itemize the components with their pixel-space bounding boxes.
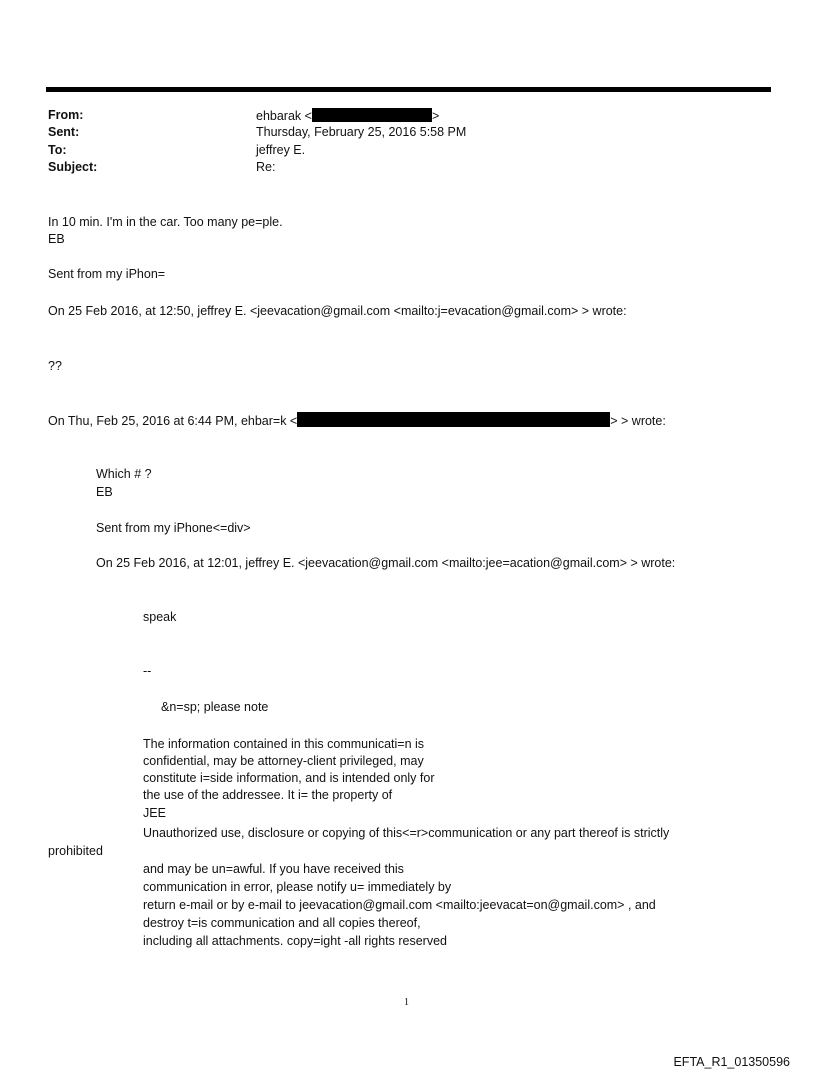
quote-line: Which # ? <box>96 467 152 481</box>
sent-value: Thursday, February 25, 2016 5:58 PM <box>256 125 467 139</box>
quote-line: &n=sp; please note <box>161 700 269 714</box>
disclaimer-line: constitute i=side information, and is intended only for <box>143 771 435 785</box>
disclaimer-line: Unauthorized use, disclosure or copying of this<=r>communication or any part thereof is strictly <box>143 826 670 840</box>
redaction-box <box>297 412 610 427</box>
signature-separator: -- <box>143 664 152 678</box>
subject-value: Re: <box>256 160 276 174</box>
from-value-prefix: ehbarak < <box>256 109 312 123</box>
disclaimer-line: communication in error, please notify u= immediately by <box>143 880 452 894</box>
disclaimer-line: confidential, may be attorney-client privileged, may <box>143 754 424 768</box>
from-value <box>256 108 439 123</box>
to-label: To: <box>48 143 67 157</box>
disclaimer-line: JEE <box>143 806 166 820</box>
page-number: 1 <box>404 997 409 1008</box>
header-divider <box>46 87 771 92</box>
disclaimer-line: the use of the addressee. It i= the property of <box>143 788 393 802</box>
body-line: EB <box>48 232 65 246</box>
from-label: From: <box>48 108 84 122</box>
quoted-header <box>48 412 666 428</box>
disclaimer-line: including all attachments. copy=ight -all rights reserved <box>143 934 447 948</box>
to-value: jeffrey E. <box>256 143 306 157</box>
quote-line: EB <box>96 485 113 499</box>
quoted-header: On 25 Feb 2016, at 12:50, jeffrey E. <jeevacation@gmail.com <mailto:j=evacation@gmail.com> > wrote: <box>48 304 627 318</box>
redaction-box <box>312 108 432 122</box>
from-value-suffix: > <box>431 109 440 123</box>
body-line: In 10 min. I'm in the car. Too many pe=ple. <box>48 215 283 229</box>
body-line: ?? <box>48 359 62 373</box>
subject-label: Subject: <box>48 160 98 174</box>
quoted-header: On 25 Feb 2016, at 12:01, jeffrey E. <jeevacation@gmail.com <mailto:jee=acation@gmail.com> > wrote: <box>96 556 676 570</box>
quote-line: Sent from my iPhone<=div> <box>96 521 251 535</box>
quoted-header-prefix: On Thu, Feb 25, 2016 at 6:44 PM, ehbar=k < <box>48 414 298 428</box>
disclaimer-line: destroy t=is communication and all copies thereof, <box>143 916 421 930</box>
disclaimer-line: The information contained in this communicati=n is <box>143 737 425 751</box>
disclaimer-line: return e-mail or by e-mail to jeevacation@gmail.com <mailto:jeevacat=on@gmail.com> , and <box>143 898 656 912</box>
disclaimer-line: prohibited <box>48 844 103 858</box>
sent-label: Sent: <box>48 125 80 139</box>
body-line: Sent from my iPhon= <box>48 267 166 281</box>
quote-line: speak <box>143 610 177 624</box>
document-id: EFTA_R1_01350596 <box>673 1055 790 1069</box>
disclaimer-line: and may be un=awful. If you have received this <box>143 862 404 876</box>
quoted-header-suffix: > > wrote: <box>610 414 666 428</box>
